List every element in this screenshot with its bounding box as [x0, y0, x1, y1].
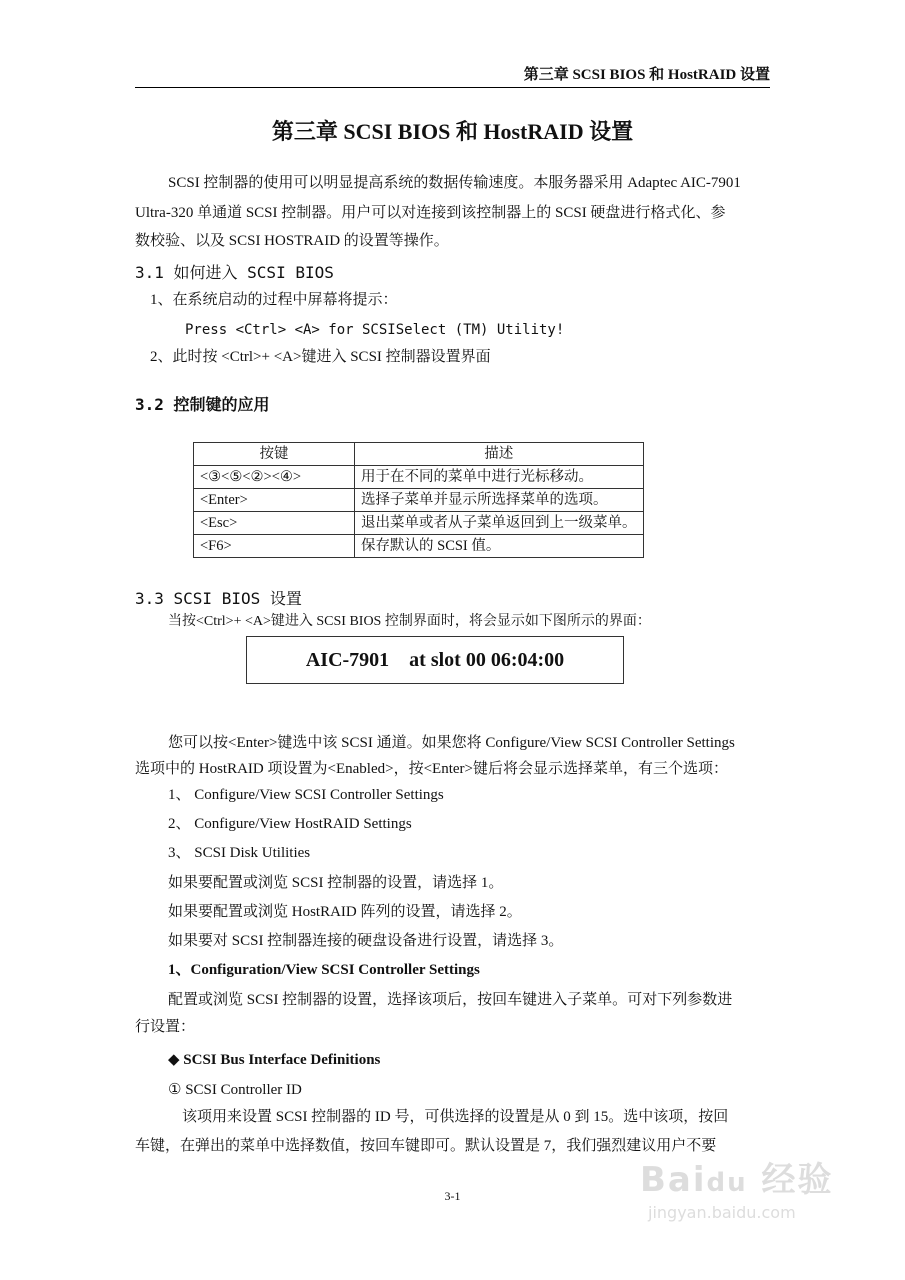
item-heading: ① SCSI Controller ID	[168, 1082, 302, 1098]
table-header-row	[194, 443, 644, 466]
choice-line: 如果要配置或浏览 HostRAID 阵列的设置，请选择 2。	[168, 904, 522, 920]
subsection-heading: 1、Configuration/View SCSI Controller Settings	[168, 962, 480, 978]
choice-line: 如果要对 SCSI 控制器连接的硬盘设备进行设置，请选择 3。	[168, 933, 564, 949]
intro-line: 数校验、以及 SCSI HOSTRAID 的设置等操作。	[135, 233, 449, 249]
option-item: 3、 SCSI Disk Utilities	[168, 845, 311, 861]
section-3-3-intro: 当按<Ctrl>+ <A>键进入 SCSI BIOS 控制界面时，将会显示如下图所示的界面：	[168, 614, 651, 629]
bios-prompt: Press <Ctrl> <A> for SCSISelect (TM) Utility!	[185, 322, 565, 338]
paragraph-line: 行设置：	[135, 1019, 196, 1035]
key-cell: <Enter>	[194, 489, 355, 512]
table-row	[194, 466, 644, 489]
header-cell: 按键	[194, 443, 355, 466]
paragraph-line: 车键，在弹出的菜单中选择数值，按回车键即可。默认设置是 7，我们强烈建议用户不要	[135, 1138, 717, 1154]
intro-line: SCSI 控制器的使用可以明显提高系统的数据传输速度。本服务器采用 Adaptec AIC-7901	[168, 175, 741, 191]
table-row	[194, 512, 644, 535]
header-cell: 描述	[355, 443, 644, 466]
desc-cell: 选择子菜单并显示所选择菜单的选项。	[355, 489, 644, 512]
page-title: 第三章 SCSI BIOS 和 HostRAID 设置	[271, 119, 634, 144]
table-row	[194, 489, 644, 512]
desc-cell: 退出菜单或者从子菜单返回到上一级菜单。	[355, 512, 644, 535]
key-cell: <Esc>	[194, 512, 355, 535]
key-table	[193, 442, 644, 558]
header-rule	[135, 87, 770, 88]
desc-cell: 保存默认的 SCSI 值。	[355, 535, 644, 558]
paragraph-line: 该项用来设置 SCSI 控制器的 ID 号，可供选择的设置是从 0 到 15。选中该项，按回	[182, 1109, 729, 1125]
paragraph-line: 您可以按<Enter>键选中该 SCSI 通道。如果您将 Configure/View SCSI Controller Settings	[168, 735, 735, 751]
step-1: 1、在系统启动的过程中屏幕将提示：	[150, 292, 398, 308]
bullet-heading: ◆ SCSI Bus Interface Definitions	[168, 1052, 381, 1068]
option-item: 1、 Configure/View SCSI Controller Settings	[168, 787, 444, 803]
intro-line: Ultra-320 单通道 SCSI 控制器。用户可以对连接到该控制器上的 SCSI 硬盘进行格式化、参	[135, 205, 726, 221]
paragraph-line: 配置或浏览 SCSI 控制器的设置，选择该项后，按回车键进入子菜单。可对下列参数进	[168, 992, 733, 1008]
key-cell: <F6>	[194, 535, 355, 558]
bios-screen-box: AIC-7901 at slot 00 06:04:00	[246, 636, 624, 684]
section-3-2-heading: 3.2 控制键的应用	[135, 395, 270, 414]
desc-cell: 用于在不同的菜单中进行光标移动。	[355, 466, 644, 489]
option-item: 2、 Configure/View HostRAID Settings	[168, 816, 412, 832]
running-header: 第三章 SCSI BIOS 和 HostRAID 设置	[523, 67, 770, 83]
page-number: 3-1	[444, 1189, 461, 1203]
paragraph-line: 选项中的 HostRAID 项设置为<Enabled>，按<Enter>键后将会显示选择菜单，有三个选项：	[135, 761, 728, 777]
key-cell: <③<⑤<②><④>	[194, 466, 355, 489]
table-row	[194, 535, 644, 558]
section-3-3-heading: 3.3 SCSI BIOS 设置	[135, 589, 302, 608]
baidu-watermark: Baidu 经验 jingyan.baidu.com	[640, 1160, 834, 1222]
step-2: 2、此时按 <Ctrl>+ <A>键进入 SCSI 控制器设置界面	[150, 349, 491, 365]
section-3-1-heading: 3.1 如何进入 SCSI BIOS	[135, 263, 334, 282]
choice-line: 如果要配置或浏览 SCSI 控制器的设置，请选择 1。	[168, 875, 504, 891]
